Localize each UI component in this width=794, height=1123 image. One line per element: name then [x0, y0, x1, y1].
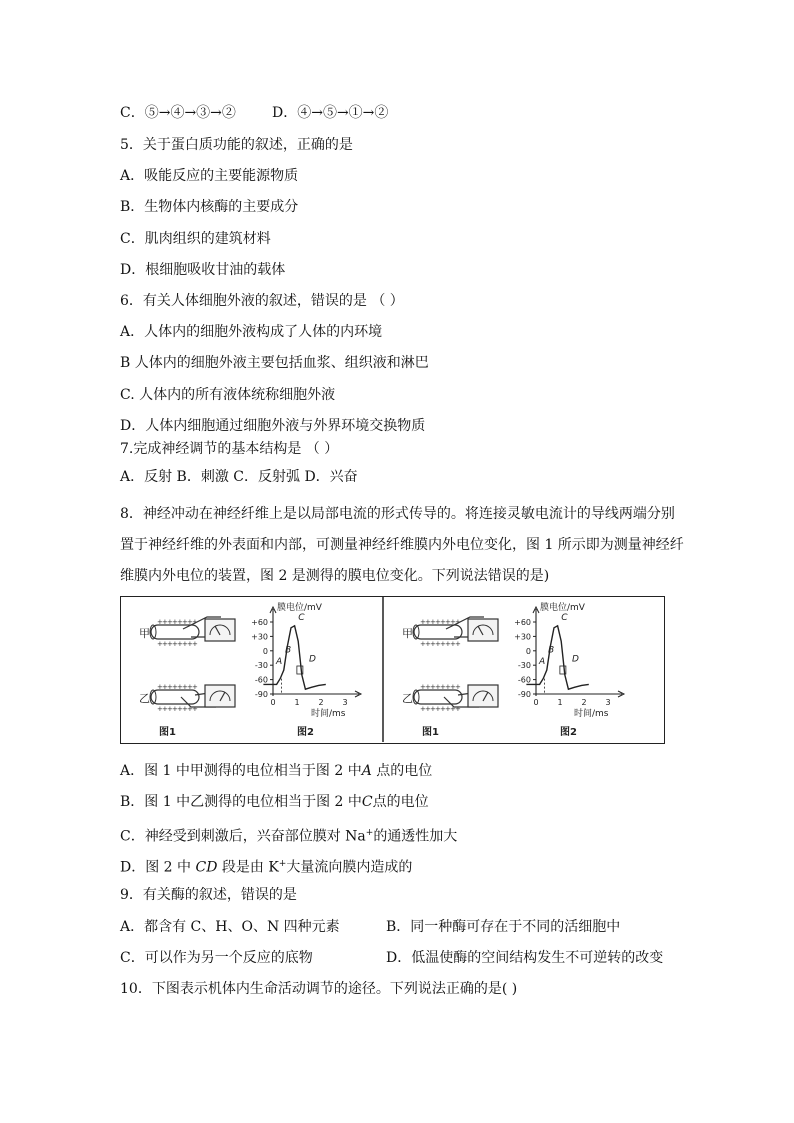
q9-option-d: D．低温使酶的空间结构发生不可逆转的改变	[386, 950, 664, 966]
charge-plus: +	[167, 640, 173, 648]
q8-figure-svg	[121, 597, 663, 742]
charge-plus: +	[172, 618, 178, 626]
q8-stem-line1: 8．神经冲动在神经纤维上是以局部电流的形式传导的。将连接灵敏电流计的导线两端分别	[120, 506, 675, 522]
charge-plus: +	[192, 705, 198, 713]
charge-plus: +	[157, 705, 163, 713]
point-label-c: C	[561, 613, 568, 624]
charge-plus: +	[445, 640, 451, 648]
q6-option-d: D．人体内细胞通过细胞外液与外界环境交换物质	[120, 418, 426, 434]
charge-plus: +	[157, 640, 163, 648]
point-label-a: A	[276, 657, 283, 668]
q5-option-b: B．生物体内核酶的主要成分	[120, 199, 299, 215]
charge-plus: +	[177, 640, 183, 648]
charge-plus: +	[430, 640, 436, 648]
point-label-d: D	[309, 654, 316, 665]
q9-stem: 9．有关酶的叙述，错误的是	[120, 887, 297, 903]
figure-1-caption: 图1	[159, 727, 176, 738]
charge-plus: +	[455, 640, 461, 648]
charge-plus: +	[435, 705, 441, 713]
charge-plus: +	[430, 618, 436, 626]
q9-option-c: C．可以作为另一个反应的底物	[120, 950, 313, 966]
figure-2-caption: 图2	[560, 727, 577, 738]
x-tick-label: 3	[342, 698, 348, 707]
x-tick-label: 0	[533, 698, 539, 707]
charge-plus: +	[187, 618, 193, 626]
q5-option-a: A．吸能反应的主要能源物质	[120, 168, 299, 184]
charge-plus: +	[187, 640, 193, 648]
q6-option-b: B 人体内的细胞外液主要包括血浆、组织液和淋巴	[120, 355, 429, 371]
charge-plus: +	[425, 705, 431, 713]
charge-plus: +	[162, 640, 168, 648]
y-tick-label: -60	[254, 675, 268, 685]
point-label-c: C	[298, 613, 305, 624]
q8-stem-line3: 维膜内外电位的装置，图 2 是测得的膜电位变化。下列说法错误的是)	[120, 568, 550, 584]
q6-option-a: A．人体内的细胞外液构成了人体的内环境	[120, 324, 383, 340]
x-tick-label: 1	[294, 698, 300, 707]
charge-plus: +	[192, 640, 198, 648]
figure-panel-left	[139, 601, 361, 738]
q8-figure	[120, 596, 665, 744]
charge-plus: +	[450, 705, 456, 713]
point-label-a: A	[539, 657, 546, 668]
label-jia: 甲	[139, 627, 150, 640]
charge-plus: +	[440, 640, 446, 648]
q8-option-d: D．图 2 中 CD 段是由 K+大量流向膜内造成的	[120, 859, 413, 876]
q7-stem: 7.完成神经调节的基本结构是 （ ）	[120, 441, 339, 457]
charge-plus: +	[440, 618, 446, 626]
charge-plus: +	[172, 683, 178, 691]
charge-plus: +	[455, 683, 461, 691]
y-tick-label: -90	[517, 690, 531, 699]
q6-stem: 6．有关人体细胞外液的叙述，错误的是 （ ）	[120, 293, 404, 309]
q5-option-c: C．肌肉组织的建筑材料	[120, 231, 271, 247]
y-tick-label: -30	[254, 661, 268, 671]
charge-plus: +	[445, 618, 451, 626]
y-tick-label: -60	[517, 675, 531, 685]
charge-plus: +	[162, 683, 168, 691]
charge-plus: +	[435, 618, 441, 626]
charge-plus: +	[187, 705, 193, 713]
charge-plus: +	[440, 683, 446, 691]
charge-plus: +	[182, 683, 188, 691]
y-tick-label: +30	[514, 632, 531, 642]
q4-option-c: C．⑤→④→③→②	[120, 105, 236, 121]
y-tick-label: 0	[262, 646, 268, 656]
y-tick-label: -90	[254, 690, 268, 699]
galvanometer-yi	[205, 685, 235, 707]
x-tick-label: 3	[605, 698, 611, 707]
label-yi: 乙	[139, 692, 150, 705]
x-axis-label: 时间/ms	[574, 709, 609, 719]
q8-option-a: A．图 1 中甲测得的电位相当于图 2 中A 点的电位	[120, 763, 433, 779]
figure-panel-right	[402, 601, 624, 738]
figure-2-caption: 图2	[297, 727, 314, 738]
q9-option-b: B．同一种酶可存在于不同的活细胞中	[386, 919, 621, 935]
galvanometer-jia	[468, 619, 498, 641]
y-axis-label: 膜电位/mV	[540, 603, 585, 613]
charge-plus: +	[177, 683, 183, 691]
q8-option-b: B．图 1 中乙测得的电位相当于图 2 中C点的电位	[120, 794, 429, 810]
charge-plus: +	[430, 683, 436, 691]
y-axis-label: 膜电位/mV	[277, 603, 322, 613]
charge-plus: +	[420, 705, 426, 713]
charge-plus: +	[182, 640, 188, 648]
point-label-b: B	[285, 645, 292, 656]
charge-plus: +	[435, 640, 441, 648]
charge-plus: +	[182, 705, 188, 713]
galvanometer-jia	[205, 619, 235, 641]
y-tick-label: 0	[525, 646, 531, 656]
charge-plus: +	[420, 640, 426, 648]
charge-plus: +	[192, 683, 198, 691]
charge-plus: +	[172, 640, 178, 648]
y-tick-label: -30	[517, 661, 531, 671]
q4-option-d: D．④→⑤→①→②	[272, 105, 389, 121]
label-yi: 乙	[402, 692, 413, 705]
x-tick-label: 2	[581, 698, 587, 707]
charge-plus: +	[445, 705, 451, 713]
charge-plus: +	[450, 683, 456, 691]
charge-plus: +	[435, 683, 441, 691]
q10-stem: 10．下图表示机体内生命活动调节的途径。下列说法正确的是( )	[120, 981, 518, 997]
charge-plus: +	[192, 618, 198, 626]
charge-plus: +	[162, 705, 168, 713]
galvanometer-yi	[468, 685, 498, 707]
charge-plus: +	[430, 705, 436, 713]
x-tick-label: 0	[270, 698, 276, 707]
charge-plus: +	[425, 618, 431, 626]
charge-plus: +	[420, 683, 426, 691]
charge-plus: +	[445, 683, 451, 691]
charge-plus: +	[187, 683, 193, 691]
q5-stem: 5．关于蛋白质功能的叙述，正确的是	[120, 137, 353, 153]
charge-plus: +	[440, 705, 446, 713]
nerve-fiber-yi	[151, 690, 199, 704]
charge-plus: +	[167, 705, 173, 713]
charge-plus: +	[425, 640, 431, 648]
q8-stem-line2: 置于神经纤维的外表面和内部，可测量神经纤维膜内外电位变化，图 1 所示即为测量神经纤	[120, 537, 684, 553]
point-label-b: B	[548, 645, 555, 656]
nerve-fiber-yi	[414, 690, 462, 704]
charge-plus: +	[455, 705, 461, 713]
figure-1-caption: 图1	[422, 727, 439, 738]
x-tick-label: 1	[557, 698, 563, 707]
label-jia: 甲	[402, 627, 413, 640]
charge-plus: +	[157, 618, 163, 626]
charge-plus: +	[167, 683, 173, 691]
q9-option-a: A．都含有 C、H、O、N 四种元素	[120, 919, 340, 935]
charge-plus: +	[182, 618, 188, 626]
q6-option-c: C. 人体内的所有液体统称细胞外液	[120, 387, 336, 403]
y-tick-label: +30	[251, 632, 268, 642]
y-tick-label: +60	[251, 618, 268, 627]
x-tick-label: 2	[318, 698, 324, 707]
charge-plus: +	[172, 705, 178, 713]
q8-option-c: C．神经受到刺激后，兴奋部位膜对 Na+的通透性加大	[120, 828, 458, 845]
charge-plus: +	[420, 618, 426, 626]
charge-plus: +	[450, 640, 456, 648]
charge-plus: +	[177, 618, 183, 626]
charge-plus: +	[455, 618, 461, 626]
q5-option-d: D．根细胞吸收甘油的载体	[120, 262, 286, 278]
charge-plus: +	[450, 618, 456, 626]
q7-options: A．反射 B．刺激 C．反射弧 D．兴奋	[120, 469, 358, 485]
x-axis-label: 时间/ms	[311, 709, 346, 719]
y-tick-label: +60	[514, 618, 531, 627]
charge-plus: +	[177, 705, 183, 713]
point-label-d: D	[572, 654, 579, 665]
charge-plus: +	[162, 618, 168, 626]
charge-plus: +	[157, 683, 163, 691]
charge-plus: +	[425, 683, 431, 691]
charge-plus: +	[167, 618, 173, 626]
